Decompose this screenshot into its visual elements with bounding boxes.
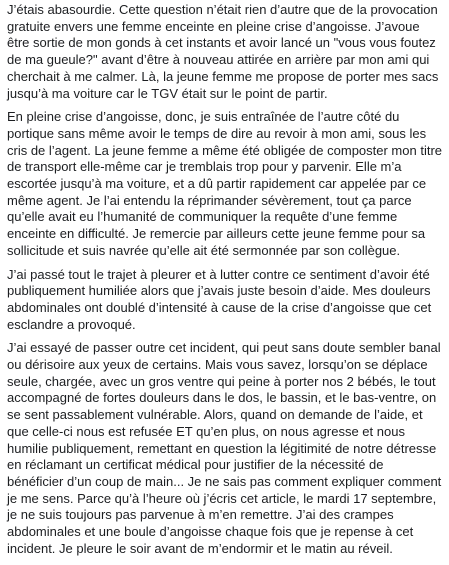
post-body bbox=[7, 2, 443, 565]
post-paragraph-4: J’ai essayé de passer outre cet incident, qui peut sans doute sembler banal ou dérisoire aux yeux de certains. Mais vous savez, lorsqu’on se déplace seule, chargée, avec un gros ventre qui peine à porter nos 2 bébés, le tout accompagné de fortes douleurs dans le dos, le bassin, et le bas-ventre, on se sent passablement vulnérable. Alors, quand on demande de l’aide, et que celle-ci nous est refusée ET qu’en plus, on nous agresse et nous humilie publiquement, remettant en question la légitimité de notre détresse en réclamant un certificat médical pour justifier de la nécessité de bénéficier d’un coup de main... Je ne sais pas comment expliquer comment je me sens. Parce qu’à l’heure où j’écris cet article, le mardi 17 septembre, je ne suis toujours pas parvenue à m’en remettre. J’ai des crampes abdominales et une boule d’angoisse chaque fois que je repense à cet incident. Je pleure le soir avant de m’endormir et le matin au réveil. bbox=[7, 340, 442, 556]
post-paragraph-1: J’étais abasourdie. Cette question n’était rien d’autre que de la provocation gratuite envers une femme enceinte en pleine crise d’angoisse. J’avoue être sortie de mon gonds à cet instants et avoir lancé un "vous vous foutez de ma gueule?" avant d’être à nouveau attirée en arrière par mon ami qui cherchait à me calmer. Là, la jeune femme me propose de porter mes sacs jusqu’à ma voiture car le TGV était sur le point de partir. bbox=[7, 2, 439, 101]
post-paragraph-3: J’ai passé tout le trajet à pleurer et à lutter contre ce sentiment d’avoir été publiquement humiliée alors que j’avais juste besoin d’aide. Mes douleurs abdominales ont doublé d’intensité à cause de la crise d’angoisse que cet esclandre a provoqué. bbox=[7, 266, 432, 332]
post-paragraph-2: En pleine crise d’angoisse, donc, je suis entraînée de l’autre côté du portique sans même avoir le temps de dire au revoir à mon ami, sous les cris de l’agent. La jeune femme a même été obligée de composter mon titre de transport elle-même car je tremblais trop pour y parvenir. Elle m’a escortée jusqu’à ma voiture, et a dû partir rapidement car appelée par ce même agent. Je l’ai entendu la réprimander sévèrement, tout ça parce qu’elle avait eu l’humanité de communiquer la requête d’une femme enceinte en difficulté. Je remercie par ailleurs cette jeune femme pour sa sollicitude et suis navrée qu’elle ait été sermonnée par son collègue. bbox=[7, 109, 443, 258]
